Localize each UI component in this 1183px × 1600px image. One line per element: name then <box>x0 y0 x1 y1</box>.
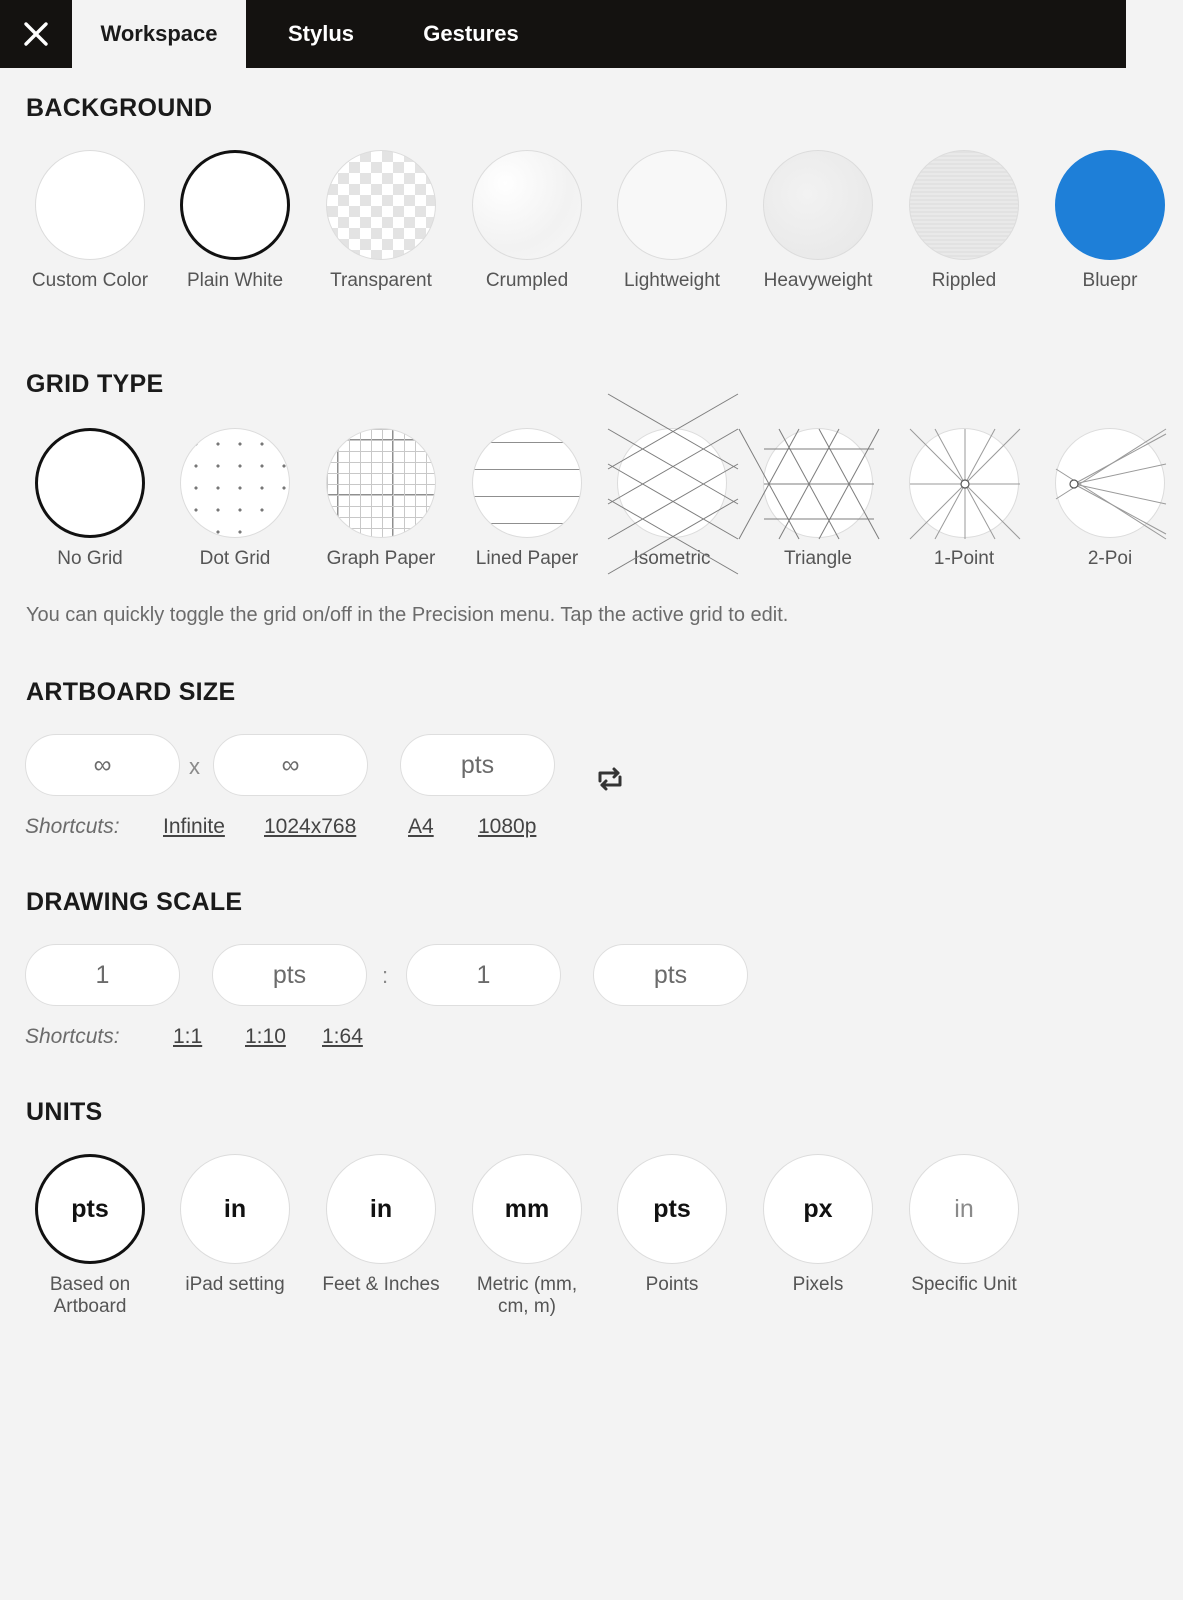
unit-abbreviation: mm <box>504 1194 550 1223</box>
unit-abbreviation: pts <box>653 1194 691 1223</box>
unit-option-points[interactable] <box>599 1154 745 1296</box>
unit-circle <box>472 1154 582 1264</box>
grid-hint: You can quickly toggle the grid on/off in the Precision menu. Tap the active grid to edit. <box>26 604 789 626</box>
unit-circle <box>763 1154 873 1264</box>
unit-circle <box>180 1154 290 1264</box>
close-button[interactable] <box>0 0 72 68</box>
background-option-rippled[interactable] <box>891 150 1037 292</box>
scale-right-unit-select[interactable]: pts <box>593 944 748 1006</box>
scale-shortcuts-label: Shortcuts: <box>25 1025 120 1048</box>
scale-shortcut-1-1[interactable]: 1:1 <box>173 1025 203 1048</box>
background-label: Custom Color <box>31 270 149 291</box>
grid-options <box>0 428 1133 598</box>
grid-label: 2-Poi <box>1087 548 1133 569</box>
background-option-crumpled[interactable] <box>454 150 600 292</box>
unit-label: iPad setting <box>185 1274 285 1295</box>
unit-circle <box>326 1154 436 1264</box>
scale-left-value-input[interactable]: 1 <box>25 944 180 1006</box>
units-title: UNITS <box>26 1098 103 1126</box>
scale-shortcut-1-10[interactable]: 1:10 <box>245 1025 286 1048</box>
grid-option-2-point[interactable] <box>1037 428 1183 570</box>
unit-label: Specific Unit <box>911 1274 1017 1295</box>
unit-label: Based on Artboard <box>49 1274 131 1317</box>
background-swatch-blueprint <box>1055 150 1165 260</box>
grid-option-isometric[interactable] <box>599 428 745 570</box>
background-swatch-plain-white <box>180 150 290 260</box>
background-label: Transparent <box>330 270 432 291</box>
unit-option-metric[interactable] <box>454 1154 600 1318</box>
dot-grid-icon <box>180 428 290 538</box>
background-label: Plain White <box>186 270 284 291</box>
graph-paper-icon <box>326 428 436 538</box>
artboard-shortcuts-label: Shortcuts: <box>25 815 120 838</box>
unit-label: Feet & Inches <box>322 1274 440 1295</box>
background-option-transparent[interactable] <box>308 150 454 292</box>
background-label: Lightweight <box>623 270 721 291</box>
background-option-lightweight[interactable] <box>599 150 745 292</box>
top-bar <box>0 0 1126 68</box>
artboard-size-title: ARTBOARD SIZE <box>26 678 236 706</box>
unit-label: Metric (mm, cm, m) <box>476 1274 578 1317</box>
unit-option-specific-unit[interactable] <box>891 1154 1037 1296</box>
artboard-shortcut-a4[interactable]: A4 <box>408 815 434 838</box>
grid-option-graph-paper[interactable] <box>308 428 454 570</box>
background-swatch-crumpled <box>472 150 582 260</box>
units-options <box>0 1154 1126 1324</box>
background-title: BACKGROUND <box>26 94 213 122</box>
unit-option-based-on-artboard[interactable] <box>17 1154 163 1318</box>
artboard-height-input[interactable]: ∞ <box>213 734 368 796</box>
grid-label: Graph Paper <box>326 548 436 569</box>
unit-circle <box>909 1154 1019 1264</box>
one-point-perspective-icon <box>909 428 1019 538</box>
tab-stylus[interactable]: Stylus <box>287 21 355 46</box>
background-swatch-transparent <box>326 150 436 260</box>
grid-label: Triangle <box>784 548 852 569</box>
background-label: Heavyweight <box>763 270 873 291</box>
artboard-shortcut-1080p[interactable]: 1080p <box>478 815 537 838</box>
grid-option-triangle[interactable] <box>745 428 891 570</box>
unit-abbreviation: in <box>369 1194 393 1223</box>
unit-circle <box>617 1154 727 1264</box>
artboard-shortcut-infinite[interactable]: Infinite <box>163 815 225 838</box>
grid-option-no-grid[interactable] <box>17 428 163 570</box>
artboard-separator: x <box>189 754 200 779</box>
unit-abbreviation: px <box>803 1194 833 1223</box>
artboard-unit-select[interactable]: pts <box>400 734 555 796</box>
grid-label: 1-Point <box>933 548 995 569</box>
unit-option-ipad-setting[interactable] <box>162 1154 308 1296</box>
grid-label: Lined Paper <box>475 548 579 569</box>
grid-swatch-no-grid <box>35 428 145 538</box>
scale-separator: : <box>382 963 389 988</box>
swap-orientation-icon <box>596 768 624 790</box>
background-option-custom-color[interactable] <box>17 150 163 292</box>
grid-label: No Grid <box>57 548 123 569</box>
artboard-shortcut-1024x768[interactable]: 1024x768 <box>264 815 357 838</box>
lined-paper-icon <box>472 428 582 538</box>
tab-workspace[interactable]: Workspace <box>72 0 246 68</box>
close-icon <box>23 21 49 47</box>
two-point-perspective-icon <box>1055 428 1165 538</box>
scale-right-value-input[interactable]: 1 <box>406 944 561 1006</box>
unit-abbreviation: in <box>223 1194 247 1223</box>
background-option-plain-white[interactable] <box>162 150 308 292</box>
drawing-scale-title: DRAWING SCALE <box>26 888 243 916</box>
artboard-width-input[interactable]: ∞ <box>25 734 180 796</box>
unit-label: Points <box>645 1274 699 1295</box>
grid-option-lined-paper[interactable] <box>454 428 600 570</box>
tab-gestures[interactable]: Gestures <box>423 21 519 46</box>
background-option-blueprint[interactable] <box>1037 150 1183 292</box>
background-swatch-rippled <box>909 150 1019 260</box>
grid-type-title: GRID TYPE <box>26 370 164 398</box>
background-label: Crumpled <box>485 270 569 291</box>
grid-option-dot-grid[interactable] <box>162 428 308 570</box>
unit-option-feet-inches[interactable] <box>308 1154 454 1296</box>
triangle-grid-icon <box>763 428 873 538</box>
isometric-grid-icon <box>617 428 727 538</box>
background-options <box>0 150 1138 320</box>
unit-abbreviation: pts <box>71 1194 109 1223</box>
background-option-heavyweight[interactable] <box>745 150 891 292</box>
scale-shortcut-1-64[interactable]: 1:64 <box>322 1025 363 1048</box>
unit-circle <box>35 1154 145 1264</box>
unit-label: Pixels <box>792 1274 844 1295</box>
grid-option-1-point[interactable] <box>891 428 1037 570</box>
background-label: Rippled <box>931 270 997 291</box>
swap-orientation-button[interactable] <box>596 768 624 795</box>
background-swatch-custom-color <box>35 150 145 260</box>
grid-label: Dot Grid <box>199 548 271 569</box>
grid-label: Isometric <box>633 548 711 569</box>
background-label: Bluepr <box>1082 270 1138 291</box>
unit-option-pixels[interactable] <box>745 1154 891 1296</box>
background-swatch-heavyweight <box>763 150 873 260</box>
background-swatch-lightweight <box>617 150 727 260</box>
unit-abbreviation: in <box>954 1194 974 1223</box>
scale-left-unit-select[interactable]: pts <box>212 944 367 1006</box>
